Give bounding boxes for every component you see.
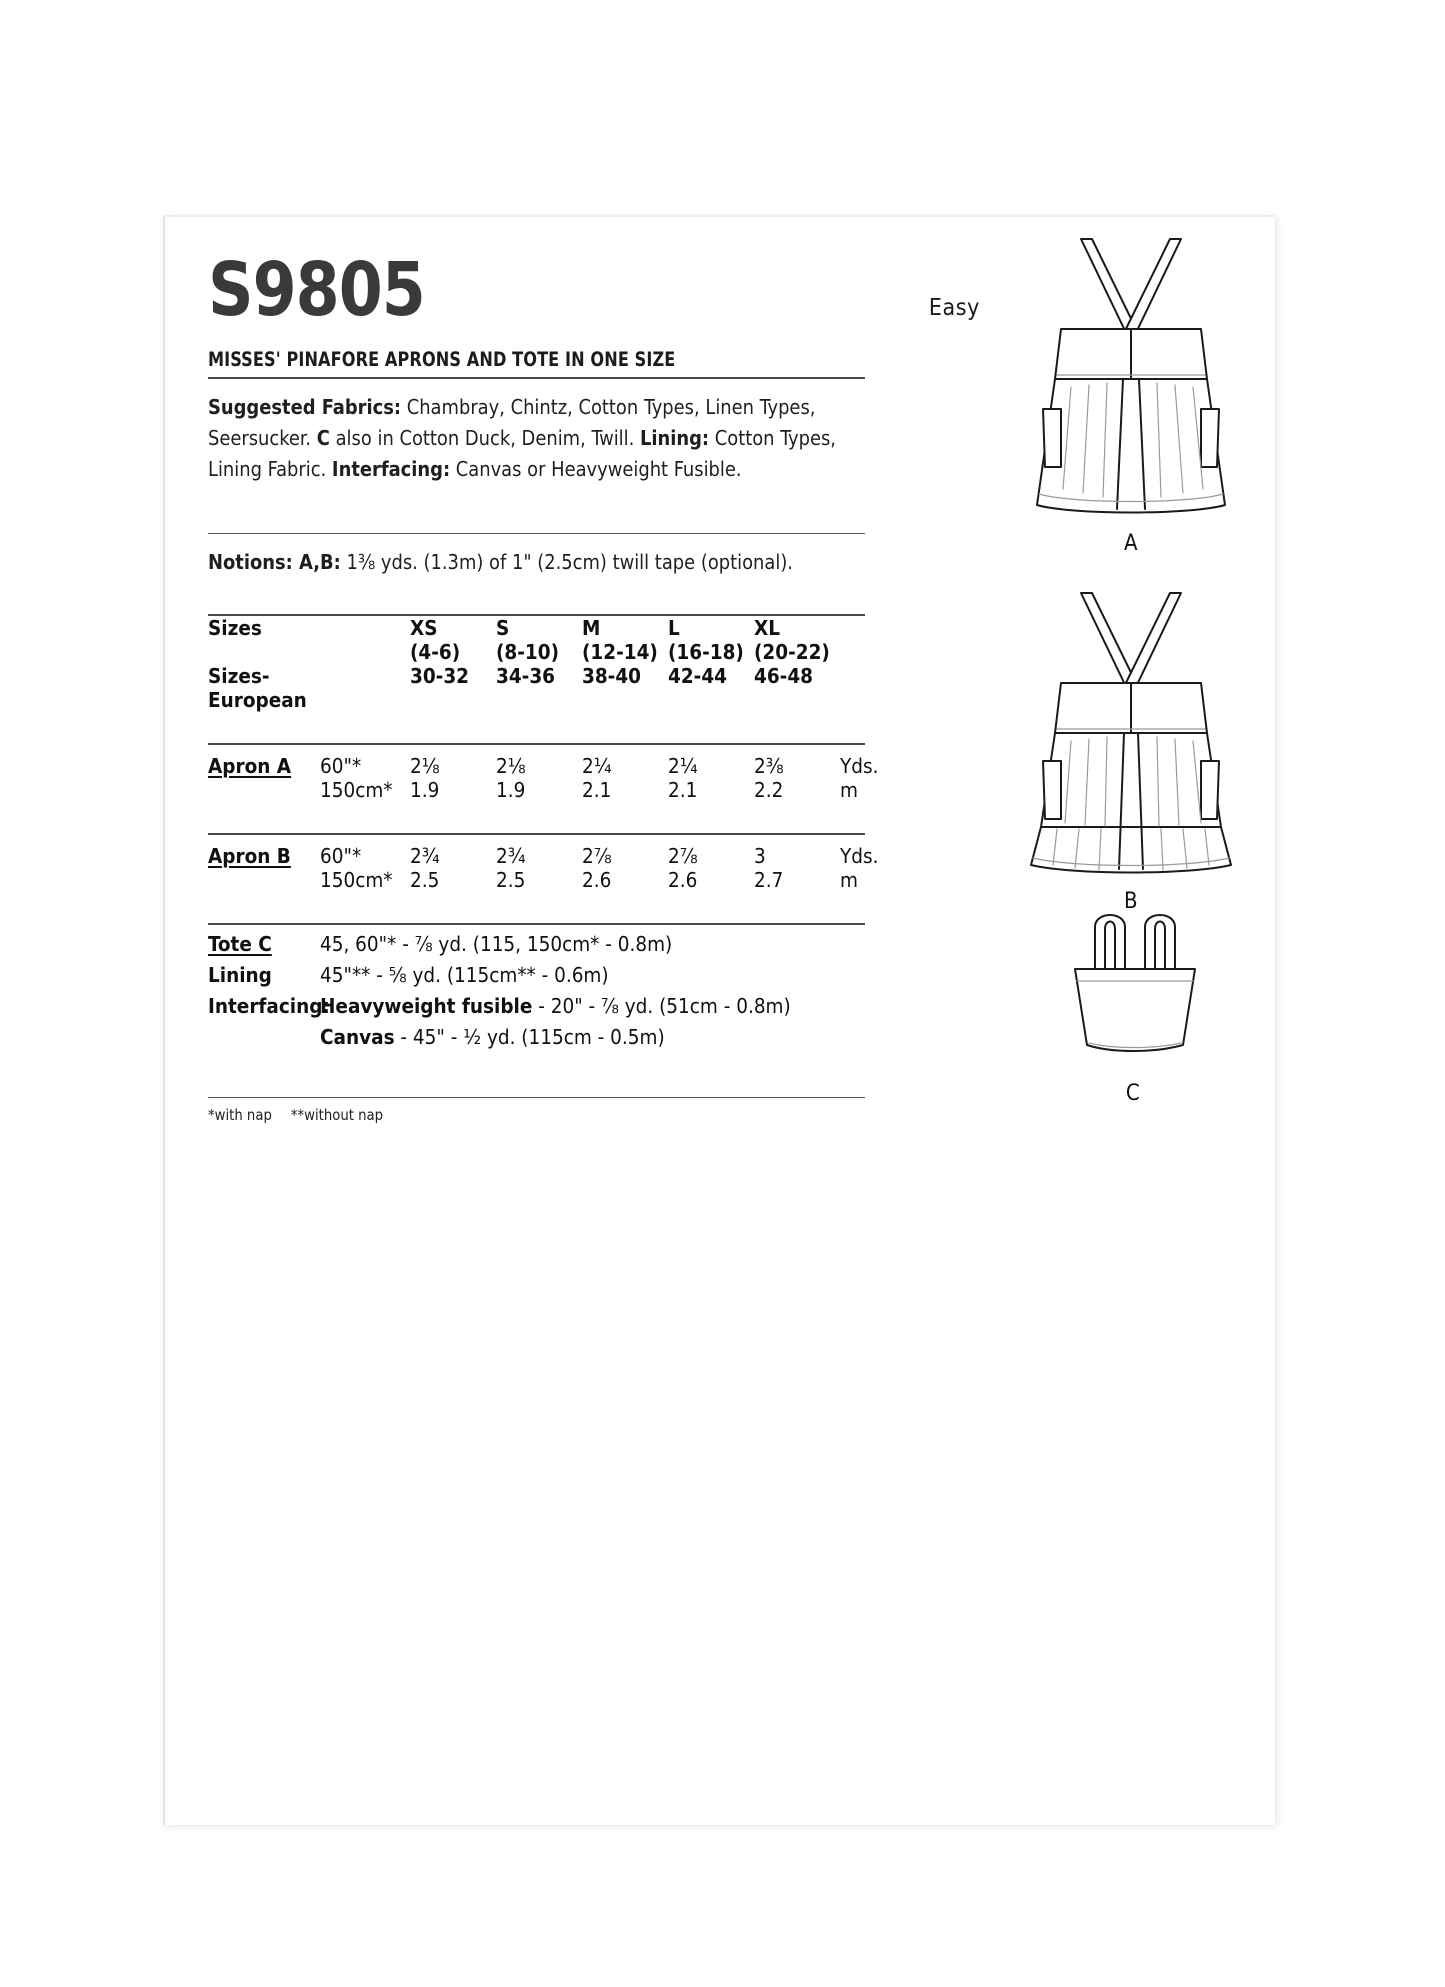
footnote-without-nap: **without nap [290,1106,384,1125]
nap-footnote [208,1106,833,1124]
size-header-xl: XL [754,616,780,641]
sizes-row-label: Sizes [208,616,262,641]
list-item [208,932,865,956]
size-range-m: (12-14) [582,640,658,665]
interfacing-canvas-name: Canvas [320,1025,395,1050]
yardage-table-apron-a [208,754,915,802]
yardage-apron-b-imperial-xs: 2¾ [410,844,440,869]
european-size-m: 38-40 [582,664,641,689]
page-title: S9805 [208,247,425,333]
suggested-fabrics-paragraph [208,392,843,485]
notions-label: Notions: A,B: [208,550,341,575]
pattern-description-heading: MISSES' PINAFORE APRONS AND TOTE IN ONE SIZE [208,348,676,371]
fabric-width-apron-b-imperial: 60"* [320,844,362,869]
table-row-size-ranges [208,640,915,664]
tote-interfacing-canvas-value [320,1025,665,1049]
garment-name-apron-a: Apron A [208,754,292,779]
fabric-width-apron-a-imperial: 60"* [320,754,362,779]
yardage-apron-b-metric-s: 2.5 [496,868,526,893]
european-size-s: 34-36 [496,664,555,689]
view-c-fabrics-text: also in Cotton Duck, Denim, Twill. [329,426,640,451]
table-row-sizes-header [208,616,915,640]
divider-under-title [208,377,865,379]
list-item [208,994,865,1018]
interfacing-label: Interfacing: [331,457,451,482]
european-size-xs: 30-32 [410,664,469,689]
unit-apron-b-imperial: Yds. [840,844,879,869]
size-header-m: M [582,616,601,641]
difficulty-badge: Easy [928,295,980,321]
spacer-above-apron-b [208,802,866,833]
tote-interfacing-label: Interfacing: [208,994,330,1019]
table-row [208,844,915,868]
yardage-apron-b-metric-m: 2.6 [582,868,612,893]
lining-label: Lining: [639,426,710,451]
information-column [208,217,879,1125]
illustration-label-c: C [1125,1081,1141,1106]
unit-apron-b-metric: m [840,868,858,893]
notions-value: 1⅜ yds. (1.3m) of 1" (2.5cm) twill tape (optional). [340,550,793,575]
fabric-width-apron-a-metric: 150cm* [320,778,393,803]
illustration-apron-b [1011,575,1251,914]
list-item [208,963,865,987]
spacer-above-apron-a [208,712,866,743]
yardage-table-apron-b [208,844,915,892]
yardage-apron-a-metric-s: 1.9 [496,778,526,803]
yardage-apron-a-imperial-m: 2¼ [582,754,612,779]
garment-name-apron-b: Apron B [208,844,291,869]
suggested-fabrics-label: Suggested Fabrics: [208,395,402,419]
fabric-width-apron-b-metric: 150cm* [320,868,393,893]
size-range-spacer [320,640,410,664]
illustration-apron-a [1011,217,1251,556]
yardage-apron-a-imperial-xl: 2⅜ [754,754,784,779]
tote-yardage-block [208,932,865,1049]
garment-name-apron-b-metric-spacer [208,868,320,892]
table-row-european-sizes [208,664,915,712]
size-header-xs: XS [410,616,438,641]
yardage-apron-a-metric-m: 2.1 [582,778,612,803]
yardage-apron-a-metric-l: 2.1 [668,778,698,803]
yardage-apron-b-imperial-m: 2⅞ [582,844,612,869]
tote-c-value: 45, 60"* - ⅞ yd. (115, 150cm* - 0.8m) [320,932,673,957]
divider-above-notions [208,533,865,534]
tote-c-label: Tote C [208,932,272,957]
sizes-unit-spacer [840,616,915,640]
european-unit-spacer [840,664,915,712]
illustration-label-b: B [1123,889,1139,914]
unit-apron-a-imperial: Yds. [840,754,879,779]
yardage-apron-b-imperial-s: 2¾ [496,844,526,869]
tote-lining-value: 45"** - ⅝ yd. (115cm** - 0.6m) [320,963,609,988]
unit-apron-a-metric: m [840,778,858,803]
size-range-xl: (20-22) [754,640,830,665]
tote-c-label-wrap [208,932,320,956]
notions-line [208,550,846,574]
size-range-l: (16-18) [668,640,744,665]
tote-interfacing-fusible-value [320,994,791,1018]
suggested-fabrics-text: Chambray, Chintz, Cotton Types, Linen Types, Seersucker. [208,395,816,451]
size-header-s: S [496,616,510,641]
size-header-l: L [668,616,680,641]
interfacing-fusible-amount: - 20" - ⅞ yd. (51cm - 0.8m) [532,994,791,1019]
yardage-apron-b-imperial-l: 2⅞ [668,844,698,869]
spacer-below-apron-a-rule [208,745,866,754]
size-range-row-label [208,640,320,664]
table-row [208,868,915,892]
tote-bag-c-icon [1033,897,1233,1077]
european-size-xl: 46-48 [754,664,813,689]
size-range-unit-spacer [840,640,915,664]
interfacing-canvas-amount: - 45" - ½ yd. (115cm - 0.5m) [394,1025,665,1050]
spacer-above-tote-c [208,892,866,923]
yardage-apron-a-imperial-xs: 2⅛ [410,754,440,779]
page-content [165,217,1275,1825]
lining-text: Cotton Types, Lining Fabric. [208,426,836,482]
spacer-below-apron-b-rule [208,835,866,844]
pinafore-apron-b-icon [1011,575,1251,885]
european-size-l: 42-44 [668,664,727,689]
illustration-label-a: A [1123,531,1139,556]
footnote-with-nap: *with nap [208,1106,272,1125]
list-item [208,1025,865,1049]
yardage-apron-a-metric-xs: 1.9 [410,778,440,803]
pattern-envelope-page [163,215,1275,1825]
interfacing-fusible-name: Heavyweight fusible [320,994,533,1019]
divider-above-footnote [208,1097,865,1098]
yardage-apron-a-imperial-s: 2⅛ [496,754,526,779]
tote-lining-label: Lining [208,963,272,988]
garment-name-apron-a-metric-spacer [208,778,320,802]
size-range-s: (8-10) [496,640,560,665]
sizes-header-spacer [320,616,410,640]
table-row [208,754,915,778]
european-spacer [320,664,410,712]
european-row-label: Sizes-European [208,664,307,713]
yardage-apron-a-metric-xl: 2.2 [754,778,784,803]
tote-interfacing-label-wrap [208,994,330,1019]
view-c-marker: C [316,426,330,451]
yardage-apron-a-imperial-l: 2¼ [668,754,698,779]
interfacing-text: Canvas or Heavyweight Fusible. [450,457,742,482]
tote-lining-label-wrap [208,963,320,987]
pinafore-apron-a-icon [1011,217,1251,527]
yardage-apron-b-imperial-xl: 3 [754,844,766,869]
yardage-apron-b-metric-l: 2.6 [668,868,698,893]
yardage-apron-b-metric-xs: 2.5 [410,868,440,893]
divider-above-tote-c [208,923,865,925]
size-range-xs: (4-6) [410,640,461,665]
illustration-tote-c [1033,897,1233,1106]
yardage-apron-b-metric-xl: 2.7 [754,868,784,893]
table-row [208,778,915,802]
size-chart-table [208,616,915,712]
